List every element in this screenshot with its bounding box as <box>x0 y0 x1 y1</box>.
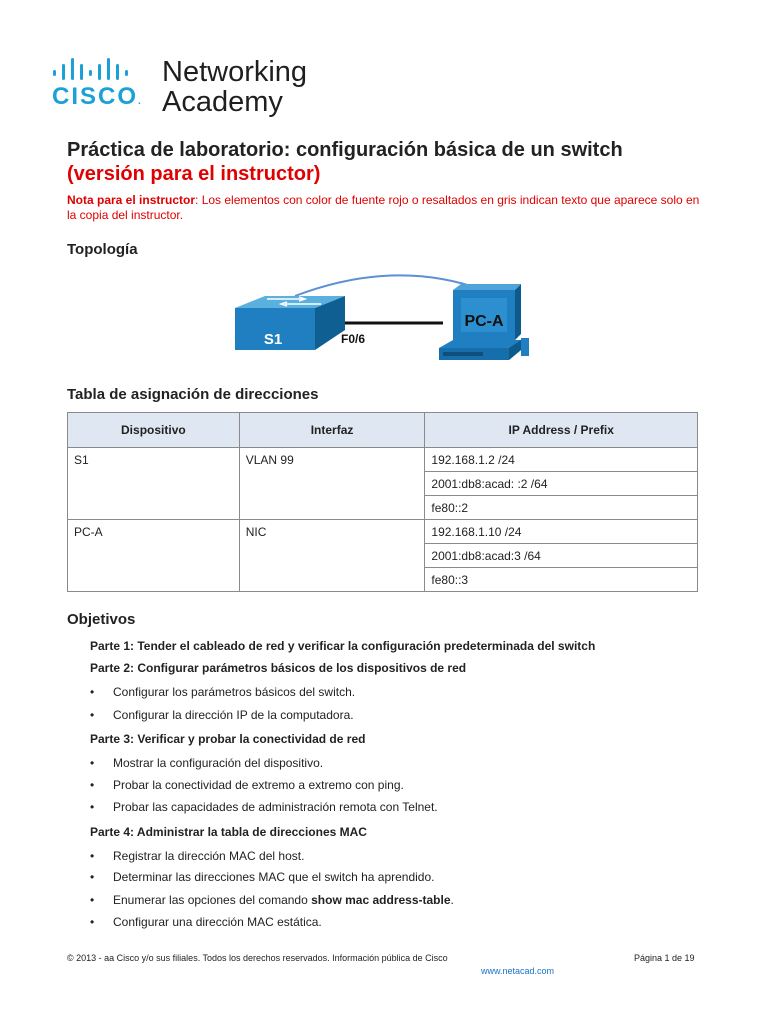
cisco-wordmark: CISCO. <box>52 83 141 110</box>
header-ip-prefix: IP Address / Prefix <box>425 413 698 448</box>
address-table <box>67 412 698 592</box>
table-row <box>68 520 698 544</box>
page-title: Práctica de laboratorio: configuración básica de un switch <box>67 139 623 161</box>
interface-cell: NIC <box>239 520 425 592</box>
bullet-icon: • <box>90 915 95 929</box>
list-item: • Determinar las direcciones MAC que el switch ha aprendido. <box>90 870 435 884</box>
instructor-note-label: Nota para el instructor <box>67 193 196 207</box>
logo-networking-text: Networking <box>162 56 308 88</box>
bullet-icon: • <box>90 685 95 699</box>
command-text: show mac address-table <box>311 893 451 907</box>
address-cell: 192.168.1.2 /24 <box>425 448 698 472</box>
footer-link[interactable]: www.netacad.com <box>481 966 555 976</box>
objective-part-2: Parte 2: Configurar parámetros básicos de los dispositivos de red <box>90 661 467 675</box>
device-cell: PC-A <box>68 520 240 592</box>
switch-icon <box>235 296 345 350</box>
list-item: • Configurar los parámetros básicos del switch. <box>90 685 356 699</box>
footer-page-number: Página 1 de 19 <box>634 953 695 963</box>
logo-academy-text: Academy <box>162 86 283 118</box>
address-cell: fe80::2 <box>425 496 698 520</box>
interface-cell: VLAN 99 <box>239 448 425 520</box>
bullet-icon: • <box>90 708 95 722</box>
cisco-bridge-bars-icon <box>53 58 141 80</box>
instructor-note <box>67 193 707 223</box>
bullet-icon: • <box>90 800 95 814</box>
objectives-heading: Objetivos <box>67 611 136 628</box>
list-item: • Mostrar la configuración del dispositivo. <box>90 756 324 770</box>
bullet-icon: • <box>90 849 95 863</box>
list-item: • Configurar una dirección MAC estática. <box>90 915 322 929</box>
topology-diagram <box>225 268 535 368</box>
link-port-label: F0/6 <box>341 332 366 346</box>
instructor-note-text: : Los elementos con color de fuente rojo o resaltados en gris indican texto que aparece solo en la copia del instructor. <box>67 193 700 222</box>
bullet-icon: • <box>90 870 95 884</box>
table-row <box>68 448 698 472</box>
objective-part-1: Parte 1: Tender el cableado de red y verificar la configuración predeterminada del switch <box>90 639 596 653</box>
bullet-icon: • <box>90 893 95 907</box>
address-table-heading: Tabla de asignación de direcciones <box>67 386 319 403</box>
address-cell: 2001:db8:acad:3 /64 <box>425 544 698 568</box>
topology-heading: Topología <box>67 241 138 258</box>
list-item: • Probar las capacidades de administración remota con Telnet. <box>90 800 438 814</box>
address-cell: 2001:db8:acad: :2 /64 <box>425 472 698 496</box>
list-item: • Configurar la dirección IP de la computadora. <box>90 708 354 722</box>
header-interface: Interfaz <box>239 413 425 448</box>
address-cell: fe80::3 <box>425 568 698 592</box>
bullet-icon: • <box>90 778 95 792</box>
list-item: • Probar la conectividad de extremo a extremo con ping. <box>90 778 404 792</box>
header-device: Dispositivo <box>68 413 240 448</box>
pc-label: PC-A <box>464 313 504 330</box>
objective-part-4: Parte 4: Administrar la tabla de direcciones MAC <box>90 825 367 839</box>
objective-part-3: Parte 3: Verificar y probar la conectividad de red <box>90 732 366 746</box>
bullet-icon: • <box>90 756 95 770</box>
address-cell: 192.168.1.10 /24 <box>425 520 698 544</box>
page-subtitle: (versión para el instructor) <box>67 163 321 185</box>
list-item: • Enumerar las opciones del comando show mac address-table. <box>90 893 454 907</box>
switch-label: S1 <box>263 331 283 348</box>
device-cell: S1 <box>68 448 240 520</box>
list-item: • Registrar la dirección MAC del host. <box>90 849 305 863</box>
footer-copyright: © 2013 - aa Cisco y/o sus filiales. Todos los derechos reservados. Información pública de Cisco <box>67 953 448 963</box>
